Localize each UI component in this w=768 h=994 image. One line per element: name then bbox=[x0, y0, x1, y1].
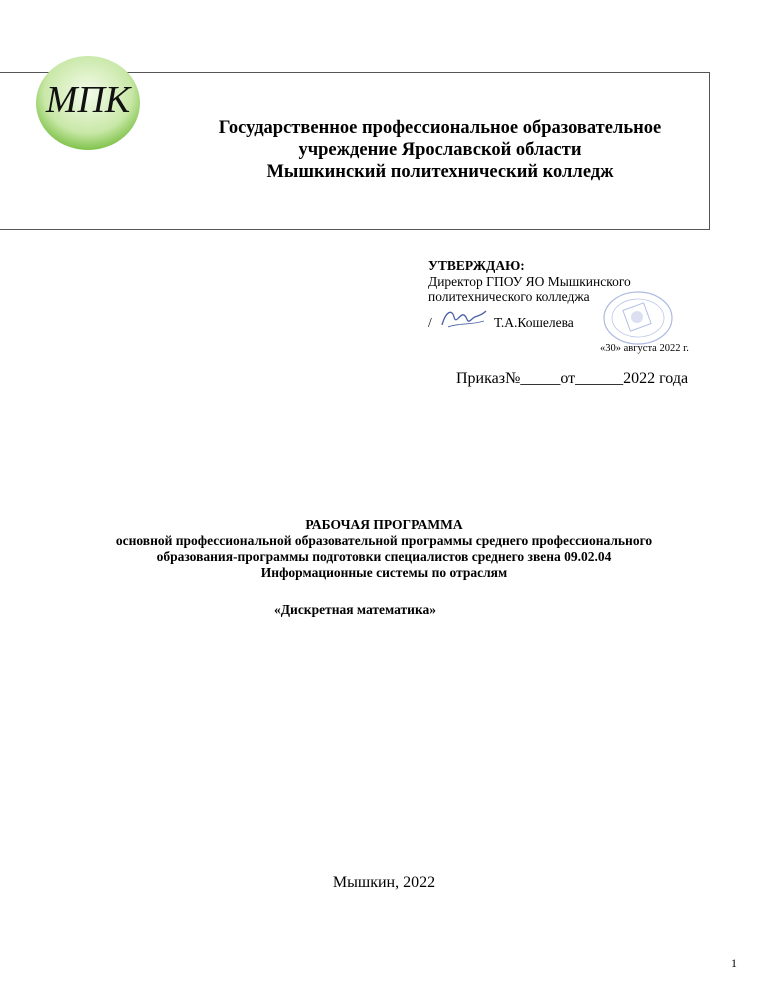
approval-date: «30» августа 2022 г. bbox=[600, 343, 689, 354]
signature-slash: / bbox=[428, 314, 432, 330]
approval-position-line-1: Директор ГПОУ ЯО Мышкинского bbox=[428, 273, 631, 289]
org-line-3: Мышкинский политехнический колледж bbox=[266, 162, 614, 182]
order-line: Приказ№_____от______2022 года bbox=[456, 370, 689, 387]
organization-name bbox=[160, 117, 720, 183]
program-title-block bbox=[0, 517, 768, 581]
org-line-1: Государственное профессиональное образовательное bbox=[218, 118, 662, 138]
program-title: РАБОЧАЯ ПРОГРАММА bbox=[305, 517, 463, 532]
approval-block bbox=[428, 258, 728, 333]
signature-row bbox=[428, 309, 728, 333]
approval-title: УТВЕРЖДАЮ: bbox=[428, 258, 525, 273]
org-line-2: учреждение Ярославской области bbox=[298, 140, 582, 160]
program-line-1: основной профессиональной образовательной программы среднего профессионального bbox=[115, 533, 653, 548]
college-logo bbox=[34, 54, 142, 152]
program-line-3: Информационные системы по отраслям bbox=[260, 565, 508, 580]
approval-position-line-2: политехнического колледжа bbox=[428, 289, 590, 304]
director-name: Т.А.Кошелева bbox=[494, 314, 574, 330]
signature-image bbox=[438, 303, 490, 333]
city-year: Мышкин, 2022 bbox=[332, 874, 436, 891]
page-number: 1 bbox=[731, 956, 737, 970]
subject-title: «Дискретная математика» bbox=[274, 602, 437, 617]
logo-text: МПК bbox=[45, 79, 131, 121]
program-line-2: образования-программы подготовки специалистов среднего звена 09.02.04 bbox=[156, 549, 612, 564]
